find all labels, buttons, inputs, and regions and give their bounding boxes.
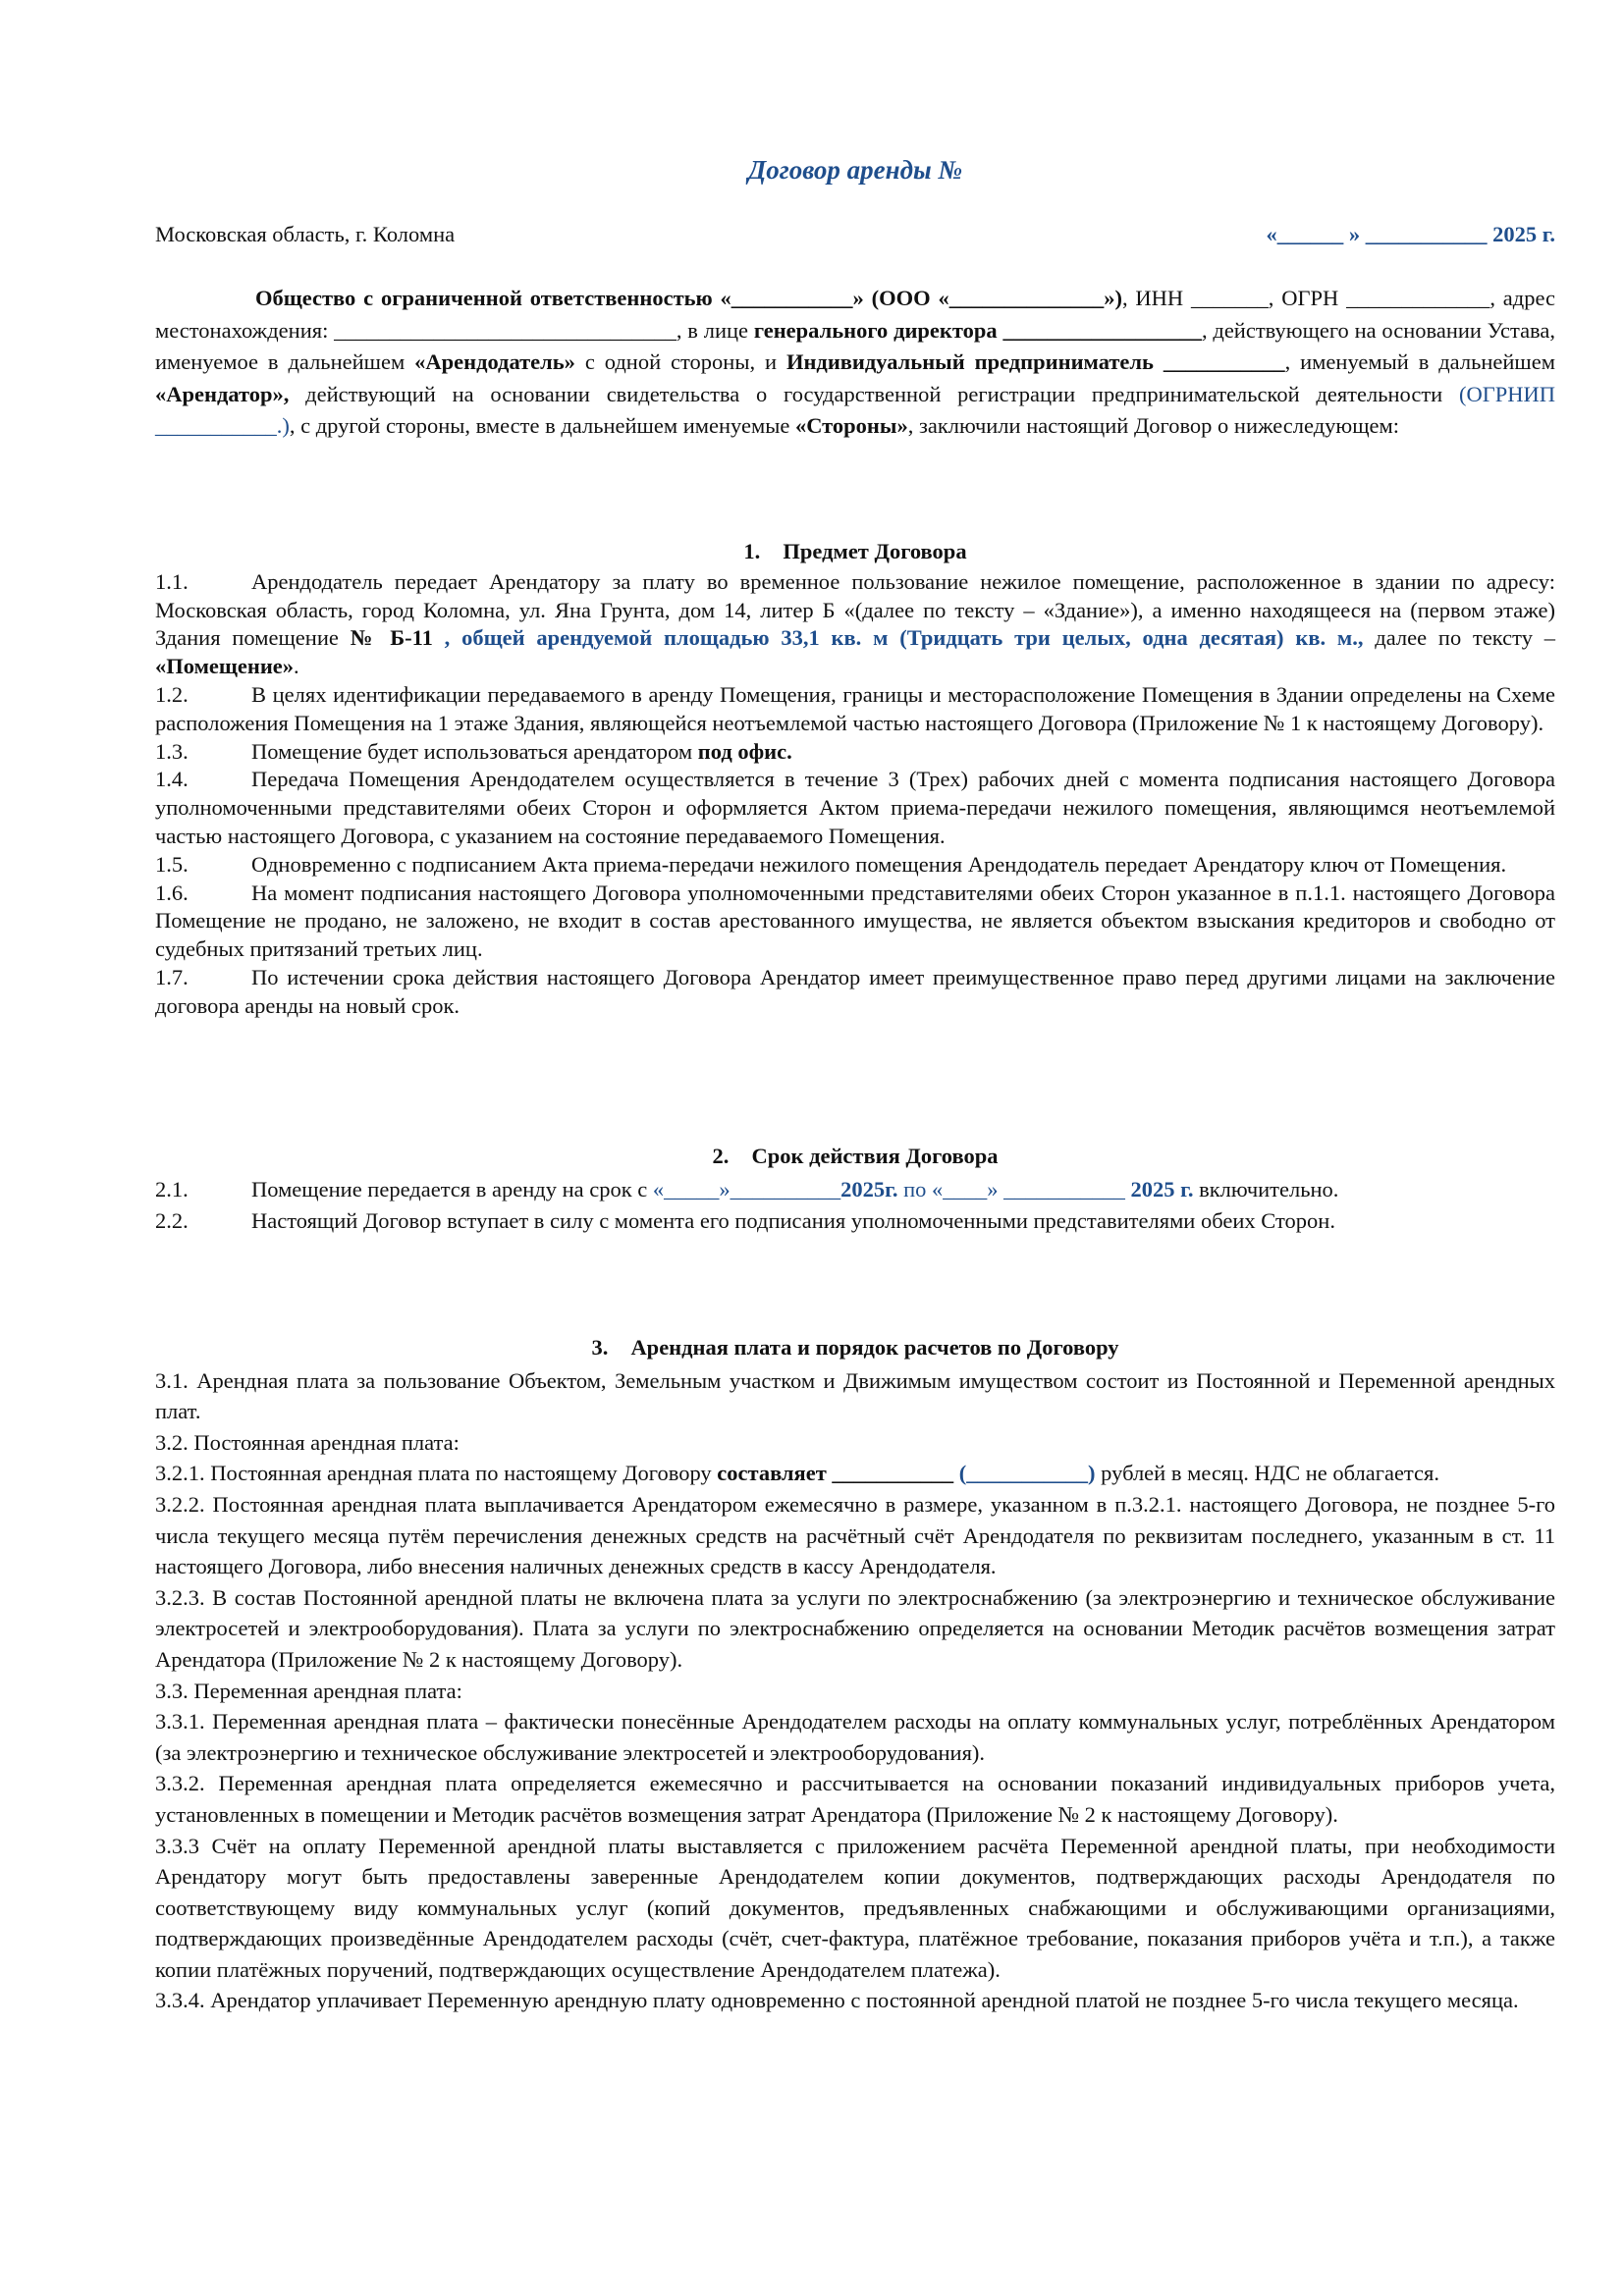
text-run: В целях идентификации передаваемого в аренду Помещения, границы и месторасположение Помещения в Здании определены на Схеме расположения Помещения на 1 этаже Здания, являющейся неотъемлемой частью настоящего Договора (Приложение № 1 к настоящему Договору). [155,681,1555,735]
text-run: Настоящий Договор вступает в силу с момента его подписания уполномоченными представителями обеих Сторон. [251,1208,1335,1233]
place-date-line [155,222,1555,255]
section-heading [155,1141,1555,1172]
text-run: Помещение передается в аренду на срок с [251,1177,653,1201]
text-run: с одной стороны, и [574,349,786,374]
text-run: «Стороны» [794,413,908,438]
section-title: Предмет Договора [783,539,967,563]
section-number: 1. [743,539,761,563]
text-run: Общество с ограниченной ответственностью «___________» (ООО «______________») [255,286,1122,310]
text-run: 3.2.2. Постоянная арендная плата выплачивается Арендатором ежемесячно в размере, указанном в п.3.2.1. настоящего Договора, не позднее 5-го числа текущего месяца путём перечисления денежных средств на расчётный счёт Арендодателя по реквизитам последнего, указанным в ст. 11 настоящего Договора, либо внесения наличных денежных средств в кассу Арендодателя. [155,1491,1555,1579]
text-run: (___________) [953,1461,1096,1486]
text-run: действующий на основании свидетельства о государственной регистрации предпринимательской деятельности [289,381,1459,406]
text-run: 3.3.1. Переменная арендная плата – фактически понесённые Арендодателем расходы на оплату коммунальных услуг, потреблённых Арендатором (за электроэнергию и техническое обслуживание электросетей и электрооборудования). [155,1709,1555,1765]
section-term [155,1141,1555,1237]
text-run: . [294,654,299,679]
clause-number: 1.5. [155,851,189,877]
section-title: Срок действия Договора [751,1144,999,1168]
text-run: 2025г. [840,1177,898,1201]
text-run: 3.2.1. Постоянная арендная плата по настоящему Договору [155,1461,718,1486]
text-run: далее по тексту – [1363,625,1555,651]
text-run: генерального директора __________________ [753,317,1202,343]
text-run: по «____» ___________ [897,1177,1131,1201]
clause [155,851,1555,880]
text-run: , заключили настоящий Договор о нижеследующем: [907,413,1400,438]
clause [155,738,1555,767]
text-run: Индивидуальный предприниматель ___________ [785,349,1285,374]
clause [155,1205,1555,1237]
text-run: , с другой стороны, вместе в дальнейшем именуемые [289,413,795,438]
clause [155,1427,1555,1459]
text-run: 3.3.2. Переменная арендная плата определяется ежемесячно и рассчитывается на основании показаний индивидуальных приборов учета, установленных в помещении и Методик расчётов возмещения затрат Арендатора (Приложение № 2 к настоящему Договору). [155,1771,1555,1827]
text-run: 3.2.3. В состав Постоянной арендной платы не включена плата за услуги по электроснабжению (за электроэнергию и техническое обслуживание электросетей и электрооборудования). Плата за услуги по электроснабжению определяется на основании Методик расчётов возмещения затрат Арендатора (Приложение № 2 к настоящему Договору). [155,1584,1555,1672]
text-run: Помещение будет использоваться арендатором [251,738,698,764]
section-number: 2. [712,1144,730,1168]
text-run: «Помещение» [155,654,295,679]
preamble-paragraph [155,283,1555,443]
clause-number: 1.2. [155,681,189,707]
clause [155,568,1555,681]
clause [155,1831,1555,1986]
section-title: Арендная плата и порядок расчетов по Договору [630,1335,1119,1360]
clause-number: 1.7. [155,964,189,989]
text-run: (ОГРНИП ___________.) [155,381,1555,438]
text-run: На момент подписания настоящего Договора уполномоченными представителями обеих Сторон указанное в п.1.1. настоящего Договора Помещение не продано, не заложено, не входит в состав арестованного имущества, не является объектом взыскания кредиторов и свободно от судебных притязаний третьих лиц. [155,880,1555,962]
clause [155,1458,1555,1489]
section-number: 3. [591,1335,609,1360]
text-run: «Арендодатель» [414,349,575,374]
clause-number: 1.6. [155,880,189,905]
city: Московская область, г. Коломна [155,222,456,246]
text-run: По истечении срока действия настоящего Договора Арендатор имеет преимущественное право перед другими лицами на заключение договора аренды на новый срок. [155,964,1555,1018]
text-run: 3.2. Постоянная арендная плата: [155,1429,460,1455]
clause [155,1706,1555,1768]
clause [155,766,1555,850]
clause-number: 1.4. [155,767,189,792]
text-run: 3.3. Переменная арендная плата: [155,1678,462,1703]
clause-number: 2.2. [155,1208,189,1233]
contract-date: «______ » ___________ 2025 г. [1266,222,1555,246]
clause [155,1768,1555,1830]
clause [155,681,1555,738]
text-run: Передача Помещения Арендодателем осуществляется в течение 3 (Трех) рабочих дней с момента подписания настоящего Договора уполномоченными представителями обеих Сторон и оформляется Актом приема-передачи нежилого помещения, являющимся неотъемлемой частью настоящего Договора, с указанием на состояние передаваемого Помещения. [155,767,1555,848]
text-run: 3.3.4. Арендатор уплачивает Переменную арендную плату одновременно с постоянной арендной платой не позднее 5-го числа текущего месяца. [155,1988,1519,2013]
clause-number: 1.1. [155,568,189,594]
text-run: , действующего на основании Устава, именуемое в дальнейшем [155,317,1555,374]
clause [155,1582,1555,1676]
clause [155,1489,1555,1582]
text-run: 3.3.3 Счёт на оплату Переменной арендной платы выставляется с приложением расчёта Переменной арендной платы, при необходимости Арендатору могут быть предоставлены заверенные Арендодателем копии документов, подтверждающих расходы Арендодателя по соответствующему виду коммунальных услуг (копий документов, предъявленных снабжающими и обслуживающими организациями, подтверждающих произведённые Арендодателем расходы (счёт, счет-фактура, платёжное требование, показания приборов учёта и т.п.), а также копии платёжных поручений, подтверждающих осуществление Арендодателем платежа). [155,1833,1555,1982]
section-subject [155,538,1555,1021]
clause [155,1365,1555,1427]
text-run: «Арендатор», [155,381,290,406]
clause-number: 2.1. [155,1177,189,1201]
text-run: под офис. [697,738,792,764]
text-run: , общей арендуемой площадью 33,1 кв. м (Тридцать три целых, одна десятая) кв. м., [432,625,1364,651]
clause [155,964,1555,1021]
text-run: № Б-11 [350,625,433,651]
clause [155,1676,1555,1707]
section-rent-payment [155,1332,1555,2016]
text-run: , именуемый в дальнейшем [1284,349,1555,374]
text-run: 3.1. Арендная плата за пользование Объектом, Земельным участком и Движимым имуществом состоит из Постоянной и Переменной арендных плат. [155,1367,1555,1424]
document-title: Договор аренды № [747,155,963,185]
text-run: , ИНН _______, ОГРН _____________, адрес местонахождения: _______________________________, в лице [155,286,1556,343]
text-run: Арендодатель передает Арендатору за плату во временное пользование нежилое помещение, расположенное в здании по адресу: Московская область, город Коломна, ул. Яна Грунта, дом 14, литер Б «(далее по тексту – «Здание»), а именно находящееся на (первом этаже) Здания помещение [155,568,1555,651]
text-run: включительно. [1193,1177,1339,1201]
text-run: рублей в месяц. НДС не облагается. [1095,1461,1439,1486]
text-run: составляет ___________ [717,1461,954,1486]
text-run: Одновременно с подписанием Акта приема-передачи нежилого помещения Арендодатель передает Арендатору ключ от Помещения. [251,851,1507,877]
clause [155,1985,1555,2016]
clause [155,880,1555,964]
clause [155,1174,1555,1205]
text-run: 2025 г. [1130,1177,1194,1201]
text-run: «_____»__________ [652,1177,841,1201]
clause-number: 1.3. [155,738,189,764]
section-heading [155,1332,1555,1363]
section-heading [155,538,1555,566]
